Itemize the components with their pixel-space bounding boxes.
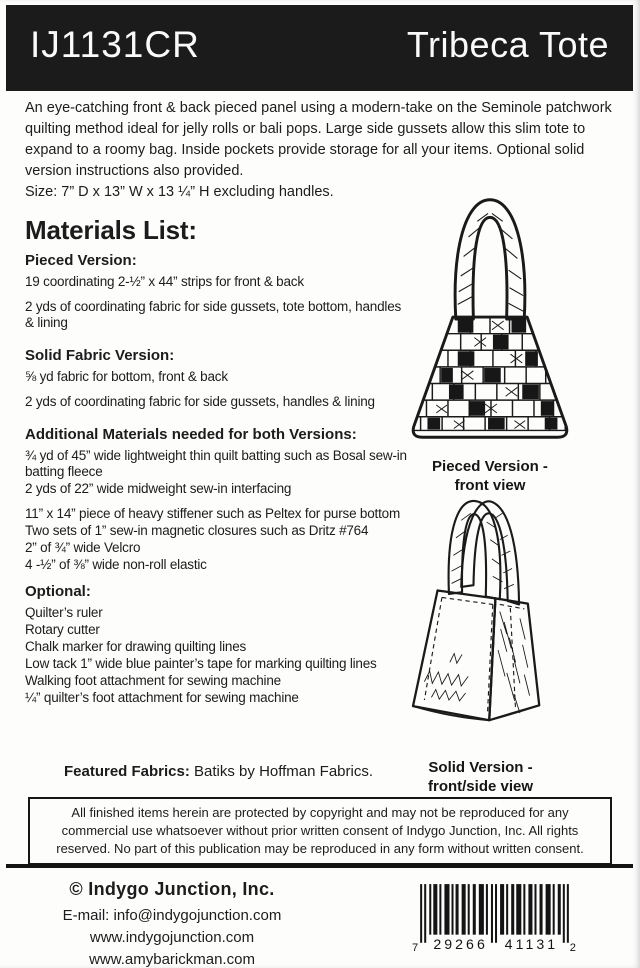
- pieced-version-illustration: [397, 190, 583, 495]
- website-line-1: www.indygojunction.com: [89, 929, 255, 946]
- pieced-caption: Pieced Version - front view: [432, 458, 548, 494]
- section-title: Additional Materials needed for both Versions:: [25, 426, 357, 443]
- material-item: Chalk marker for drawing quilting lines: [25, 639, 247, 654]
- intro-block: [25, 98, 615, 203]
- section-pieced-version: [25, 251, 407, 331]
- material-item: Walking foot attachment for sewing machine: [25, 673, 281, 688]
- material-item: 11” x 14” piece of heavy stiffener such as Peltex for purse bottom: [25, 506, 401, 521]
- material-item: 2 yds of 22” wide midweight sew-in interfacing: [25, 481, 292, 496]
- material-item: 2 yds of coordinating fabric for side gussets, tote bottom, handles & lining: [25, 299, 402, 330]
- section-title: Optional:: [25, 583, 91, 600]
- material-item: 4 -½” of ⅜” wide non-roll elastic: [25, 557, 207, 572]
- email-line: E-mail: info@indygojunction.com: [62, 907, 282, 924]
- website-line-2: www.amybarickman.com: [89, 951, 255, 968]
- featured-fabrics-line: [64, 763, 373, 780]
- size-line: Size: 7” D x 13” W x 13 ¼” H excluding handles.: [25, 184, 334, 200]
- featured-fabrics-label: Featured Fabrics:: [64, 763, 190, 780]
- copyright-notice-box: All finished items herein are protected by copyright and may not be reproduced for any commercial use whatsoever without prior written consent of Indygo Junction, Inc. All rights reserved. No part of this publication may be reproduced in any form without written consent.: [28, 797, 612, 865]
- solid-caption: Solid Version - front/side view: [427, 759, 534, 795]
- front-panel: [413, 590, 495, 720]
- section-title: Pieced Version:: [25, 252, 137, 269]
- company-name: © Indygo Junction, Inc.: [69, 879, 275, 899]
- solid-tote-drawing: [401, 487, 560, 750]
- barcode-graphic: [408, 884, 580, 955]
- barcode-left-digit: 7: [412, 941, 419, 954]
- footer-divider: [6, 864, 633, 868]
- solid-version-illustration: [401, 487, 560, 796]
- section-optional: [25, 582, 407, 706]
- materials-list: [25, 216, 407, 706]
- material-item: ¾ yd of 45” wide lightweight thin quilt batting such as Bosal sew-in batting fleece: [25, 448, 407, 479]
- material-item: 2” of ¾” wide Velcro: [25, 540, 141, 555]
- material-item: ⅝ yd fabric for bottom, front & back: [25, 369, 228, 384]
- pattern-code: IJ1131CR: [30, 24, 200, 65]
- section-solid-version: [25, 346, 407, 410]
- material-item: ¼” quilter’s foot attachment for sewing machine: [25, 690, 299, 705]
- publisher-contact-block: [62, 879, 282, 968]
- section-title: Solid Fabric Version:: [25, 347, 175, 364]
- upc-barcode: [408, 884, 580, 960]
- pattern-title: Tribeca Tote: [406, 24, 609, 65]
- barcode-group-1: 29266: [433, 936, 488, 953]
- material-item: Rotary cutter: [25, 622, 100, 637]
- featured-fabrics-text: Batiks by Hoffman Fabrics.: [189, 763, 373, 780]
- pieced-tote-drawing: [397, 190, 583, 449]
- material-item: Low tack 1” wide blue painter’s tape for marking quilting lines: [25, 656, 377, 671]
- material-item: Two sets of 1” sew-in magnetic closures such as Dritz #764: [25, 523, 369, 538]
- barcode-right-digit: 2: [569, 941, 576, 954]
- section-additional-materials: [25, 425, 407, 573]
- materials-heading: Materials List:: [25, 215, 197, 245]
- description-paragraph: An eye-catching front & back pieced panel using a modern-take on the Seminole patchwork quilting method ideal for jelly rolls or bali pops. Large side gussets allow this slim tote to expand to a roomy bag. Inside pockets provide storage for all your items. Optional solid version instructions also provided.: [25, 100, 612, 179]
- material-item: 2 yds of coordinating fabric for side gussets, handles & lining: [25, 394, 375, 409]
- material-item: Quilter’s ruler: [25, 605, 103, 620]
- material-item: 19 coordinating 2-½” x 44” strips for front & back: [25, 274, 304, 289]
- title-bar: [6, 5, 633, 91]
- barcode-group-2: 41131: [504, 936, 559, 953]
- tote-handle: [455, 200, 525, 319]
